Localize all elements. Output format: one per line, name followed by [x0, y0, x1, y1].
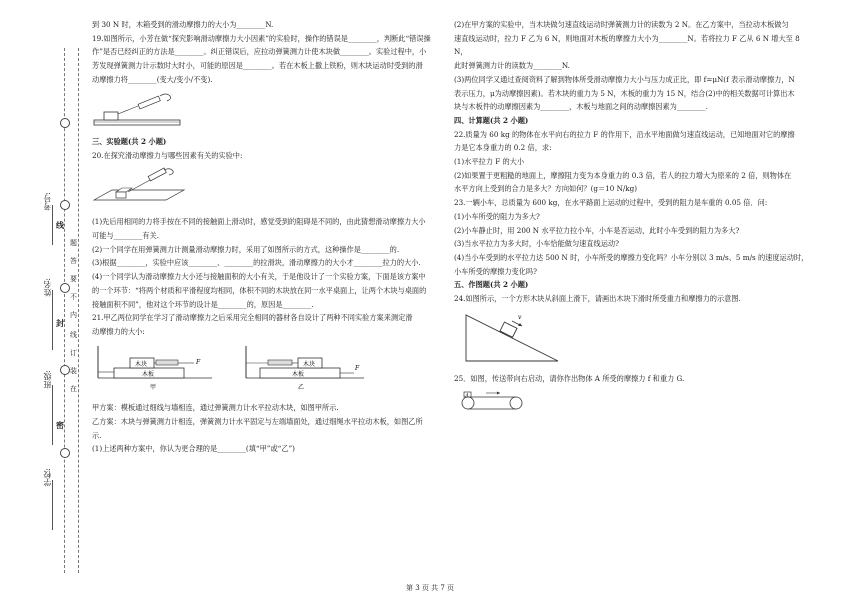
- seal-char: 题: [70, 239, 77, 247]
- q24-figure-incline: [462, 309, 562, 365]
- seal-word-secret: 密: [56, 420, 64, 430]
- section-3-heading: 三、实验题(共 2 小题): [92, 137, 167, 147]
- seal-char: 线: [70, 331, 77, 339]
- seal-char: 要: [70, 275, 77, 283]
- q21-figures: [92, 342, 392, 394]
- q20-line: (4)一个同学认为滑动摩擦力大小还与接触面积的大小有关，于是他设计了一个实验方案，下面是该方案中: [92, 272, 426, 282]
- q21-desc: 示.: [92, 430, 102, 440]
- q23-line: (3)当水平拉力为多大时，小车恰能做匀速直线运动?: [454, 239, 619, 249]
- fill-line: [52, 385, 54, 445]
- binding-hole: [60, 365, 70, 375]
- q25-figure-conveyor: [458, 389, 528, 413]
- binding-hole: [60, 200, 70, 210]
- q21-desc: 乙方案：木块与弹簧测力计相连，弹簧测力计水平固定与左端墙面处，通过细绳水平拉动木板，如图乙所: [92, 417, 423, 427]
- q20-line: 的一个环节：“将两个材质和平滑程度均相同，体积不同的木块放在同一水平桌面上，让两个木块与桌面的: [92, 285, 427, 295]
- seal-word-line: 线: [56, 220, 64, 230]
- q23-line: (1)小车所受的阻力为多大?: [454, 211, 540, 221]
- q19-line: 作”是否已经纠正的方法是________。纠正错误后，应拉动弹簧测力计使木块做________。实验过程中，小: [92, 47, 427, 57]
- seal-char: 在: [70, 385, 77, 393]
- q21-desc: (1)上述两种方案中，你认为更合理的是________(填“甲”或“乙”): [92, 444, 295, 454]
- name-label: 姓名:: [43, 278, 52, 297]
- q23-line: 23.一辆小车，总质量为 600 kg，在水平路面上运动的过程中，受到的阻力是车重的 0.05 倍．问:: [454, 198, 768, 208]
- q21-cont: 此时弹簧测力计的读数为________N.: [454, 61, 570, 71]
- school-label: 学校:: [43, 468, 52, 487]
- fig-jia-force-label: F: [196, 358, 201, 366]
- q19-line: 动摩擦力将________(变大/变小/不变).: [92, 74, 213, 84]
- seal-word-seal: 封: [56, 318, 64, 328]
- seal-char: 订: [70, 349, 77, 357]
- seal-line-inner: [78, 48, 79, 573]
- q23-line: (2)小车静止时，用 200 N 水平拉力拉小车，小车是否运动，此时小车受到的阻力为多大?: [454, 225, 740, 235]
- q22-line: 力是它本身重力的 0.2 倍，求:: [454, 143, 552, 153]
- q20-line: (3)根据________，实验中应该________、________的拉滑块，滑动摩擦力的大小才________拉力的大小.: [92, 258, 421, 268]
- seal-char: 不: [70, 293, 77, 301]
- q21-cont: 速直线运动时，拉力 F 乙为 6 N，则地面对木板的摩擦力大小为________N。若将拉力 F 乙从 6 N 增大至 8 N，: [454, 33, 800, 57]
- seal-char: 答: [70, 257, 77, 265]
- binding-hole: [60, 283, 70, 293]
- fig-yi-caption: 乙: [298, 383, 305, 391]
- q18-end: 到 30 N 时，木箱受到的滑动摩擦力的大小为________N.: [92, 20, 274, 29]
- seal-char: 内: [70, 311, 77, 319]
- right-column: [454, 18, 814, 421]
- q21-line: 21.甲乙两位同学在学习了滑动摩擦力之后采用完全相同的器材各自设计了两种不同实验方案来测定滑: [92, 313, 413, 323]
- q19-line: 19.如图所示，小芳在做“探究影响滑动摩擦力大小因素”的实验时，操作的错误是________，判断此“错误操: [92, 33, 431, 43]
- class-label: 班级:: [43, 370, 52, 389]
- binding-margin: [0, 0, 90, 608]
- q23-line: (4)当小车受到的水平拉力达 500 N 时，小车所受的摩擦力变化吗？小车分别以 3 m/s、5 m/s 的速度运动时，: [454, 252, 809, 262]
- fill-line: [52, 205, 54, 245]
- q21-cont: (3)两位同学又通过查阅资料了解到物体所受滑动摩擦力大小与压力成正比，即 f=μN(f 表示滑动摩擦力，N: [454, 74, 795, 84]
- q23-line: 小车所受的摩擦力变化吗?: [454, 266, 537, 276]
- binding-hole: [60, 118, 70, 128]
- q22-line: (1)水平拉力 F 的大小: [454, 157, 525, 167]
- section-5-heading: 五、作图题(共 2 小题): [454, 280, 529, 290]
- q21-line: 动摩擦力的大小:: [92, 326, 145, 336]
- fig-yi-force-label: F: [355, 364, 360, 372]
- q20-line: 20.在探究滑动摩擦力与哪些因素有关的实验中:: [92, 150, 243, 160]
- q24-line: 24.如图所示，一个方形木块从斜面上滑下，请画出木块下滑时所受重力和摩擦力的示意图.: [454, 294, 741, 304]
- binding-hole: [60, 448, 70, 458]
- exam-number-label: 考号:: [43, 192, 52, 211]
- q21-cont: 表示压力，μ为动摩擦因素)。若木块的重力为 5 N，木板的重力为 15 N，结合(2)中的相关数据可计算出木: [454, 88, 795, 98]
- q21-cont: (2)在甲方案的实验中，当木块做匀速直线运动时弹簧测力计的读数为 2 N。在乙方案中，当拉动木板做匀: [454, 20, 789, 29]
- q20-figure: [92, 166, 187, 208]
- object-a-label: A: [465, 393, 469, 399]
- figure-yi: [246, 346, 364, 391]
- section-4-heading: 四、计算题(共 2 小题): [454, 115, 529, 125]
- fig-jia-board-label: 木板: [142, 370, 155, 378]
- fig-yi-board-label: 木板: [292, 370, 305, 378]
- fill-line: [52, 290, 54, 350]
- page-footer: 第 3 页 共 7 页: [405, 584, 455, 592]
- q21-cont: 块与木板件的动摩擦因素为________，木板与地面之间的动摩擦因素为________.: [454, 102, 708, 112]
- fig-jia-caption: 甲: [150, 383, 157, 391]
- velocity-label: v: [518, 313, 522, 321]
- q22-line: 水平方向上受到的合力是多大？方向如何？(g＝10 N/kg): [454, 184, 638, 194]
- q20-line: (1)先后用相同的力将手按在不同的接触面上滑动时，感觉受到的阻碍是不同的，由此猜想滑动摩擦力大小: [92, 217, 426, 227]
- q20-line: 接触面积不同”，他对这个环节的设计是________的，原因是________.: [92, 299, 314, 309]
- q21-desc: 甲方案：模板通过细线与墙相连，通过弹簧测力计水平拉动木块，如图甲所示.: [92, 403, 339, 413]
- q25-line: 25．如图，传送带向右启动，请你作出物体 A 所受的摩擦力 f 和重力 G.: [454, 374, 685, 384]
- fig-jia-block-label: 木块: [135, 360, 148, 368]
- q20-line: 可能与________有关.: [92, 231, 159, 241]
- q22-line: (2)如果置于更粗糙的地面上，摩擦阻力变为本身重力的 0.3 倍，若人的拉力增大为原来的 2 倍，则物体在: [454, 170, 792, 180]
- fig-yi-block-label: 木块: [303, 360, 316, 368]
- seal-char: 装: [70, 367, 77, 375]
- q19-figure: [92, 90, 182, 128]
- fill-line: [52, 480, 54, 530]
- q19-line: 芳发现弹簧测力计示数时大时小，可能的原因是________。若在木板上撒上铁粉，则木块运动时受到的滑: [92, 61, 423, 71]
- q22-line: 22.质量为 60 kg 的物体在水平向右的拉力 F 的作用下，沿水平地面做匀速直线运动，已知地面对它的摩擦: [454, 129, 795, 139]
- q20-line: (2)一个同学在用弹簧测力计测量滑动摩擦力时，采用了如图所示的方式，这种操作是________的.: [92, 244, 400, 254]
- left-column: [92, 18, 444, 456]
- figure-jia: [98, 346, 212, 391]
